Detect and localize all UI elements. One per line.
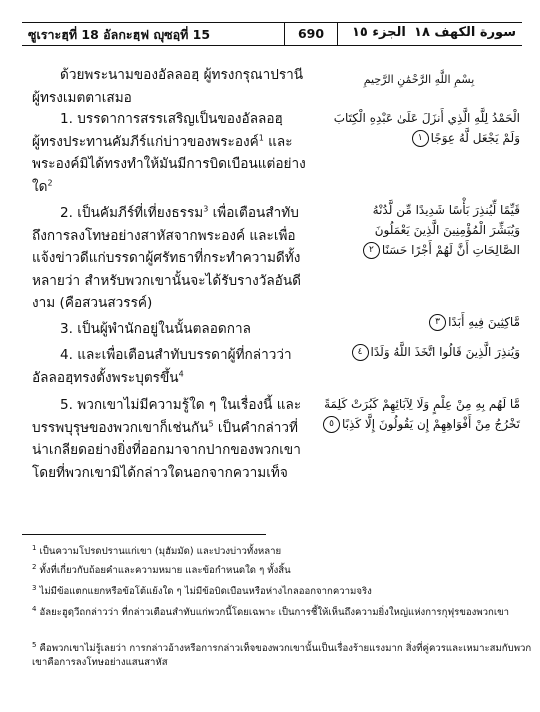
footnote-4 <box>32 603 532 620</box>
verse-1-text-cont: และพระองค์มิได้ทรงทำให้มันมีการบิดเบือนแต่อย่างใด <box>32 133 306 195</box>
footnote-ref: 5 <box>208 419 214 429</box>
footnote-1 <box>32 542 532 559</box>
thai-verse-4 <box>32 344 307 389</box>
footnote-text: ไม่มีข้อแตกแยกหรือข้อโต้แย้งใด ๆ ไม่มีข้อบิดเบือนหรือห่างไกลออกจากความจริง <box>36 586 372 598</box>
verse-3-text: 3. เป็นผู้พำนักอยู่ในนั้นตลอดกาล <box>60 321 251 337</box>
ayah-2-line: الصَّالِحَاتِ أَنَّ لَهُمْ أَجْرًا حَسَنًا <box>381 243 520 257</box>
verse-2-text-cont: เพื่อเตือนสำทับถึงการลงโทษอย่างสาหัสจากพระองค์ และเพื่อแจ้งข่าวดีแก่บรรดาผู้ศรัทธาที่กระทำความดีทั้งหลายว่า สำหรับพวกเขานั้นจะได้รับรางวัลอันดีงาม (คือสวนสวรรค์) <box>32 205 301 312</box>
footnote-divider <box>22 534 266 535</box>
ayah-2-line: قَيِّمًا لِّيُنذِرَ بَأْسًا شَدِيدًا مِّن لَّدُنْهُ <box>372 203 520 217</box>
header-surah-thai: ซูเราะฮฺที่ 18 อัลกะฮฺฟ ญุซอฺที่ 15 <box>28 27 211 42</box>
footnote-ref: 3 <box>203 204 209 214</box>
footnote-text: คือพวกเขาไม่รู้เลยว่า การกล่าวอ้างหรือการกล่าวเท็จของพวกเขานั้นเป็นเรื่องร้ายแรงมาก สิ่งที่คู่ควรและเหมาะสมกับพวกเขาคือการลงโทษอย่างแสนสาหัส <box>32 643 532 668</box>
ayah-marker: ٢ <box>363 242 380 259</box>
arabic-bismillah <box>333 70 505 90</box>
footnote-ref: 2 <box>47 178 53 188</box>
arabic-ayah-3 <box>320 312 520 332</box>
footnote-number: 1 <box>32 544 37 552</box>
ayah-5-line: مَّا لَهُم بِهِ مِنْ عِلْمٍ وَلَا لِآبَائِهِمْ كَبُرَتْ كَلِمَةً <box>324 397 520 411</box>
footnote-number: 5 <box>32 641 37 649</box>
ayah-4-line: وَيُنذِرَ الَّذِينَ قَالُوا اتَّخَذَ اللَّهُ وَلَدًا <box>370 345 520 359</box>
page-header <box>22 22 522 46</box>
thai-intro <box>32 64 307 109</box>
thai-verse-5 <box>32 394 307 484</box>
footnote-2 <box>32 561 532 578</box>
ayah-marker: ٤ <box>352 344 369 361</box>
footnote-number: 2 <box>32 563 37 571</box>
footnote-5 <box>32 639 532 669</box>
footnote-text: ทั้งที่เกี่ยวกับถ้อยคำและความหมาย และข้อกำหนดใด ๆ ทั้งสิ้น <box>36 565 291 577</box>
ayah-marker: ١ <box>412 130 429 147</box>
header-surah-arabic: سورة الكهف ١٨ <box>414 25 516 40</box>
arabic-ayah-5 <box>320 394 520 434</box>
footnote-ref: 1 <box>258 133 264 143</box>
thai-verse-1 <box>32 108 307 198</box>
footnote-ref: 4 <box>178 369 184 379</box>
verse-2-text: 2. เป็นคัมภีร์ที่เที่ยงธรรม <box>60 205 204 221</box>
ayah-2-line: وَيُبَشِّرَ الْمُؤْمِنِينَ الَّذِينَ يَعْمَلُونَ <box>374 223 520 237</box>
ayah-5-line: تَخْرُجُ مِنْ أَفْوَاهِهِمْ إِن يَقُولُونَ إِلَّا كَذِبًا <box>342 417 520 431</box>
intro-text: ด้วยพระนามของอัลลอฮฺ ผู้ทรงกรุณาปรานี ผู้ทรงเมตตาเสมอ <box>32 67 304 106</box>
footnote-3 <box>32 582 532 599</box>
ayah-1-line: وَلَمْ يَجْعَل لَّهُ عِوَجًا <box>430 131 520 145</box>
arabic-ayah-2 <box>320 200 520 260</box>
verse-5-text: 5. พวกเขาไม่มีความรู้ใด ๆ ในเรื่องนี้ และบรรพบุรุษของพวกเขาก็เช่นกัน <box>32 397 302 436</box>
ayah-marker: ٣ <box>429 314 446 331</box>
verse-5-text-cont: เป็นคำกล่าวที่น่าเกลียดอย่างยิ่งที่ออกมาจากปากของพวกเขา โดยที่พวกเขามิได้กล่าวใดนอกจากความเท็จ <box>32 419 301 481</box>
ayah-3-line: مَّاكِثِينَ فِيهِ أَبَدًا <box>448 315 520 329</box>
arabic-ayah-1 <box>320 108 520 148</box>
footnote-text: อัลยะฮูดฺวีถกล่าวว่า ที่กล่าวเตือนสำทับแก่พวกนี้โดยเฉพาะ เป็นการชี้ให้เห็นถึงความยิ่งใหญ่แห่งการกุฟุรของพวกเขา <box>36 607 510 619</box>
thai-verse-2 <box>32 202 307 315</box>
footnote-number: 3 <box>32 584 37 592</box>
header-juz: الجزء ١٥ <box>352 25 406 40</box>
page-number: 690 <box>284 23 338 45</box>
arabic-ayah-4 <box>320 342 520 362</box>
ayah-marker: ٥ <box>323 416 340 433</box>
verse-4-text: 4. และเพื่อเตือนสำทับบรรดาผู้ที่กล่าวว่าอัลลอฮฺทรงตั้งพระบุตรขึ้น <box>32 347 292 386</box>
footnote-text: เป็นความโปรดปรานแก่เขา (มุฮัมมัด) และปวงบ่าวทั้งหลาย <box>36 546 282 558</box>
bismillah-text: بِسْمِ اللَّهِ الرَّحْمَٰنِ الرَّحِيمِ <box>363 73 475 86</box>
verse-1-text: 1. บรรดาการสรรเสริญเป็นของอัลลอฮฺผู้ทรงประทานคัมภีร์แก่บ่าวของพระองค์ <box>32 111 283 150</box>
footnote-number: 4 <box>32 605 37 613</box>
ayah-1-line: الْحَمْدُ لِلَّهِ الَّذِي أَنزَلَ عَلَىٰ عَبْدِهِ الْكِتَابَ <box>333 111 520 125</box>
thai-verse-3 <box>32 318 307 341</box>
